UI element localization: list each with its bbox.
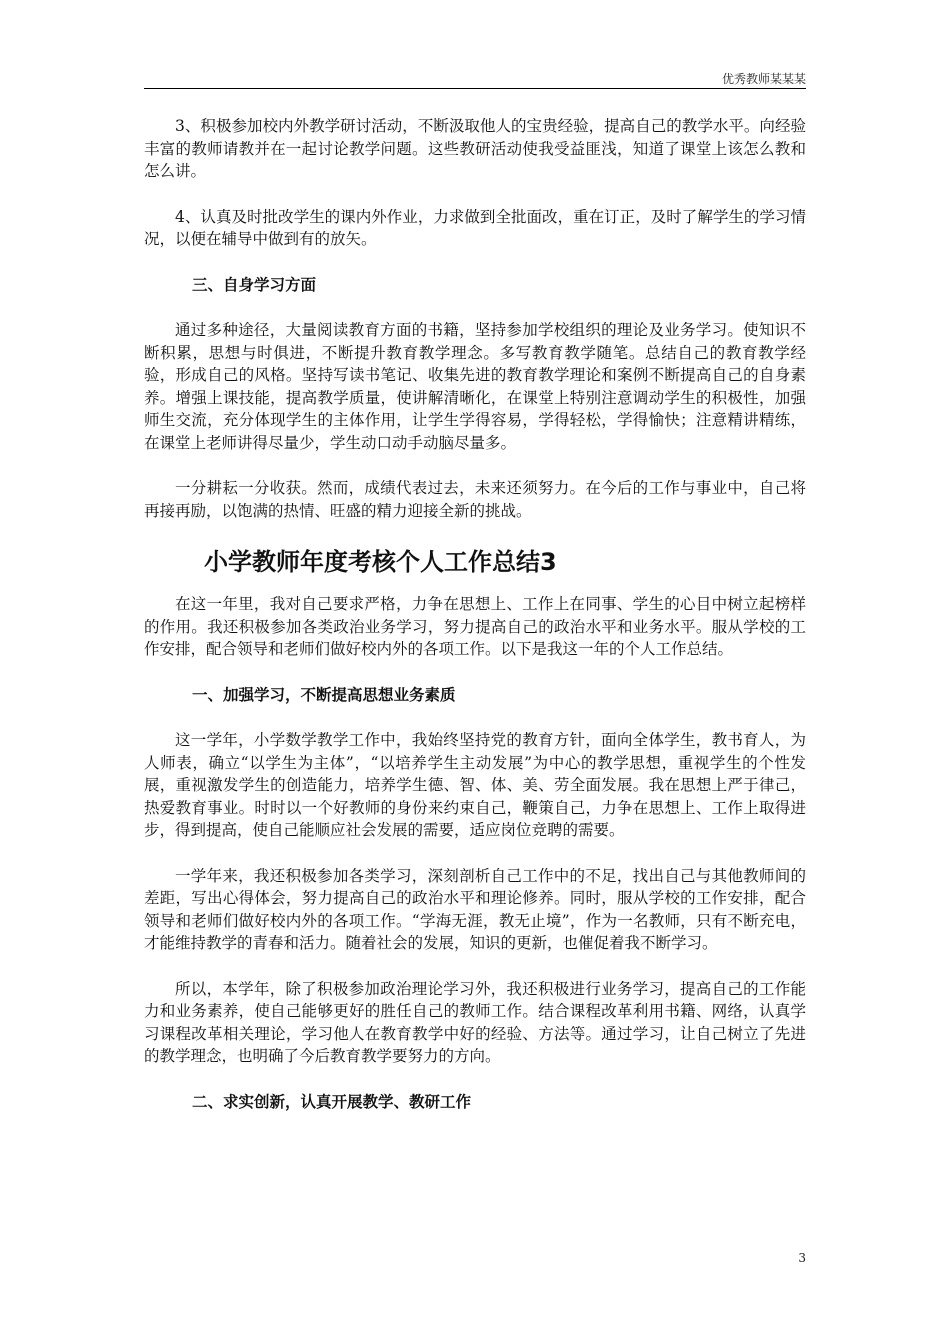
paragraph-self-study: 通过多种途径，大量阅读教育方面的书籍，坚持参加学校组织的理论及业务学习。使知识不断积累，思想与时俱进，不断提升教育教学理念。多写教育教学随笔。总结自己的教育教学经验，形成自己的风格。坚持写读书笔记、收集先进的教育教学理论和案例不断提高自己的自身素养。增强上课技能，提高教学质量，使讲解清晰化，在课堂上特别注意调动学生的积极性，加强师生交流，充分体现学生的主体作用，让学生学得容易，学得轻松，学得愉快；注意精讲精练，在课堂上老师讲得尽量少，学生动口动手动脑尽量多。 [144, 321, 806, 452]
section-heading-learning: 一、加强学习，不断提高思想业务素质 [192, 685, 456, 704]
page-header-label: 优秀教师某某某 [721, 72, 806, 86]
section-heading-innovation: 二、求实创新，认真开展教学、教研工作 [192, 1092, 472, 1111]
paragraph-learning-1: 这一学年，小学数学教学工作中，我始终坚持党的教育方针，面向全体学生，教书育人，为人师表，确立“以学生为主体”，“以培养学生主动发展”为中心的教学思想，重视学生的个性发展，重视激发学生的创造能力，培养学生德、智、体、美、劳全面发展。我在思想上严于律己，热爱教育事业。时时以一个好教师的身份来约束自己，鞭策自己，力争在思想上、工作上取得进步，得到提高，使自己能顺应社会发展的需要，适应岗位竞聘的需要。 [144, 731, 806, 839]
paragraph-item-3: 3、积极参加校内外教学研讨活动，不断汲取他人的宝贵经验，提高自己的教学水平。向经验丰富的教师请教并在一起讨论教学问题。这些教研活动使我受益匪浅，知道了课堂上该怎么教和怎么讲。 [144, 117, 806, 180]
section-heading-self-study: 三、自身学习方面 [192, 275, 317, 294]
paragraph-learning-2: 一学年来，我还积极参加各类学习，深刻剖析自己工作中的不足，找出自己与其他教师间的差距，写出心得体会，努力提高自己的政治水平和理论修养。同时，服从学校的工作安排，配合领导和老师们做好校内外的各项工作。“学海无涯，教无止境”，作为一名教师，只有不断充电，才能维持教学的青春和活力。随着社会的发展，知识的更新，也催促着我不断学习。 [144, 866, 806, 952]
page-number: 3 [798, 1251, 806, 1265]
paragraph-item-4: 4、认真及时批改学生的课内外作业，力求做到全批面改，重在订正，及时了解学生的学习情况，以便在辅导中做到有的放矢。 [144, 207, 806, 248]
document-body [144, 115, 806, 1136]
header-divider [144, 88, 806, 89]
paragraph-learning-3: 所以，本学年，除了积极参加政治理论学习外，我还积极进行业务学习，提高自己的工作能力和业务素养，使自己能够更好的胜任自己的教师工作。结合课程改革利用书籍、网络，认真学习课程改革相关理论，学习他人在教育教学中好的经验、方法等。通过学习，让自己树立了先进的教学理念，也明确了今后教育教学要努力的方向。 [144, 979, 806, 1065]
paragraph-intro: 在这一年里，我对自己要求严格，力争在思想上、工作上在同事、学生的心目中树立起榜样的作用。我还积极参加各类政治业务学习，努力提高自己的政治水平和业务水平。服从学校的工作安排，配合领导和老师们做好校内外的各项工作。以下是我这一年的个人工作总结。 [144, 595, 806, 658]
paragraph-conclusion: 一分耕耘一分收获。然而，成绩代表过去，未来还须努力。在今后的工作与事业中，自己将再接再励，以饱满的热情、旺盛的精力迎接全新的挑战。 [144, 479, 806, 520]
document-title: 小学教师年度考核个人工作总结3 [204, 548, 557, 576]
